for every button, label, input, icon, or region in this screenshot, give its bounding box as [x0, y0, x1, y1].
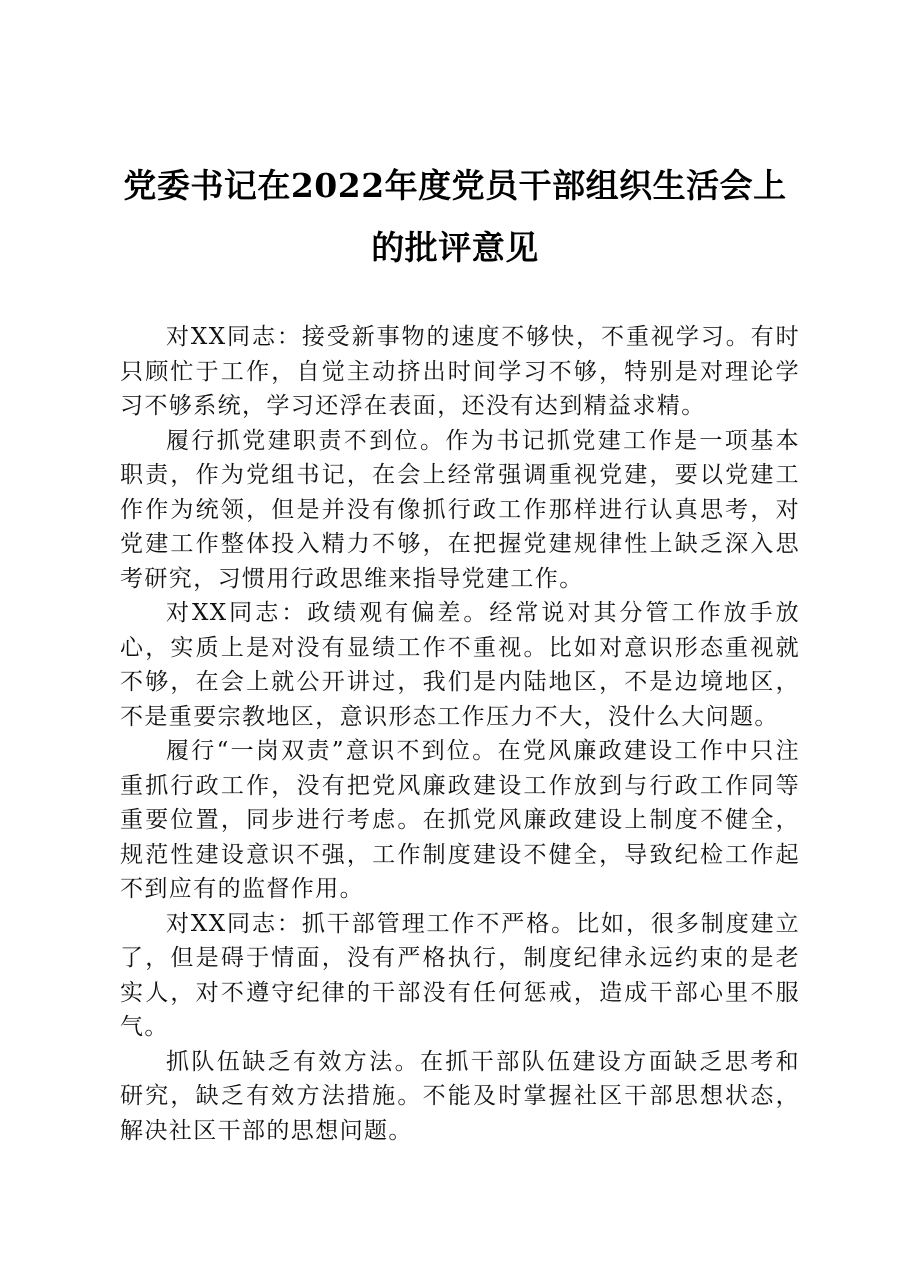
paragraph: 履行“一岗双责”意识不到位。在党风廉政建设工作中只注重抓行政工作，没有把党风廉政建设工作放到与行政工作同等重要位置，同步进行考虑。在抓党风廉政建设上制度不健全，规范性建设意识不强，工作制度建设不健全，导致纪检工作起不到应有的监督作用。	[120, 738, 800, 902]
document-body	[120, 320, 800, 1148]
document-title: 党委书记在2022年度党员干部组织生活会上的批评意见	[123, 166, 787, 267]
paragraph: 对XX同志：接受新事物的速度不够快，不重视学习。有时只顾忙于工作，自觉主动挤出时间学习不够，特别是对理论学习不够系统，学习还浮在表面，还没有达到精益求精。	[120, 324, 800, 419]
paragraph: 抓队伍缺乏有效方法。在抓干部队伍建设方面缺乏思考和研究，缺乏有效方法措施。不能及时掌握社区干部思想状态，解决社区干部的思想问题。	[120, 1048, 800, 1144]
paragraph: 对XX同志：政绩观有偏差。经常说对其分管工作放手放心，实质上是对没有显绩工作不重视。比如对意识形态重视就不够，在会上就公开讲过，我们是内陆地区，不是边境地区，不是重要宗教地区，意识形态工作压力不大，没什么大问题。	[120, 600, 800, 730]
paragraph: 对XX同志：抓干部管理工作不严格。比如，很多制度建立了，但是碍于情面，没有严格执行，制度纪律永远约束的是老实人，对不遵守纪律的干部没有任何惩戒，造成干部心里不服气。	[120, 910, 800, 1040]
paragraph: 履行抓党建职责不到位。作为书记抓党建工作是一项基本职责，作为党组书记，在会上经常强调重视党建，要以党建工作作为统领，但是并没有像抓行政工作那样进行认真思考，对党建工作整体投入精力不够，在把握党建规律性上缺乏深入思考研究，习惯用行政思维来指导党建工作。	[120, 427, 800, 592]
